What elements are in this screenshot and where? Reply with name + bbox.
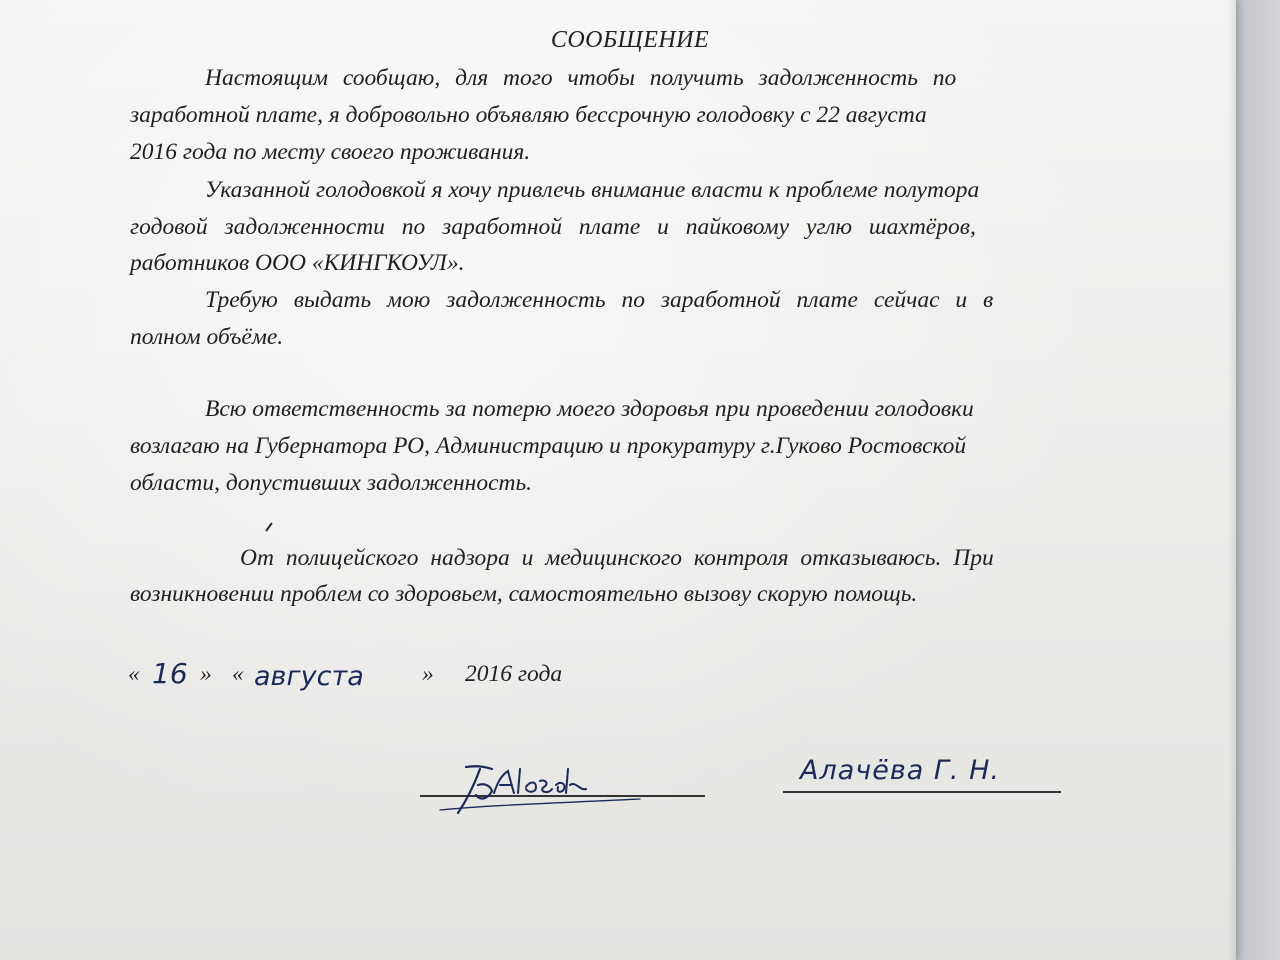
handwritten-signature [440, 755, 660, 825]
date-close-quote-day: » [200, 661, 212, 687]
paragraph-1-line-1-text: Настоящим сообщаю, для того чтобы получить задолженность по [205, 65, 957, 91]
signature-line-2 [783, 791, 1061, 793]
document-title: СООБЩЕНИЕ [550, 27, 710, 53]
date-open-quote-day: « [128, 661, 140, 687]
paper-edge-shadow [1228, 0, 1236, 960]
date-open-quote-month: « [232, 661, 244, 687]
paragraph-3-line-1: Требую выдать мою задолженность по заработной плате сейчас и в [205, 287, 994, 313]
paragraph-1-line-1 [205, 67, 1140, 91]
handwritten-name: Алачёва Г. Н. [800, 755, 1000, 786]
paragraph-4-line-3: области, допустивших задолженность. [130, 470, 533, 496]
paragraph-4-line-1: Всю ответственность за потерю моего здоровья при проведении голодовки [205, 396, 974, 422]
date-year: 2016 года [465, 661, 563, 687]
paragraph-1-line-3: 2016 года по месту своего проживания. [130, 139, 531, 165]
signature-text: Алчева [500, 823, 504, 824]
paragraph-2-line-1: Указанной голодовкой я хочу привлечь внимание власти к проблеме полутора [205, 177, 980, 203]
pen-mark [265, 522, 272, 531]
paragraph-4-line-2: возлагаю на Губернатора РО, Администрацию и прокуратуру г.Гуково Ростовской [130, 433, 967, 459]
paragraph-2-line-3: работников ООО «КИНГКОУЛ». [130, 250, 465, 276]
paragraph-1-line-2: заработной плате, я добровольно объявляю бессрочную голодовку с 22 августа [130, 102, 927, 128]
paragraph-2-line-2: годовой задолженности по заработной плате и пайковому углю шахтёров, [130, 214, 976, 240]
date-close-quote-month: » [422, 661, 434, 687]
paragraph-5-line-1: От полицейского надзора и медицинского контроля отказываюсь. При [240, 545, 994, 571]
paragraph-3-line-2: полном объёме. [130, 324, 284, 350]
paragraph-5-line-2: возникновении проблем со здоровьем, самостоятельно вызову скорую помощь. [130, 581, 918, 607]
date-month-handwritten: августа [254, 661, 364, 692]
date-day-handwritten: 16 [152, 657, 188, 690]
